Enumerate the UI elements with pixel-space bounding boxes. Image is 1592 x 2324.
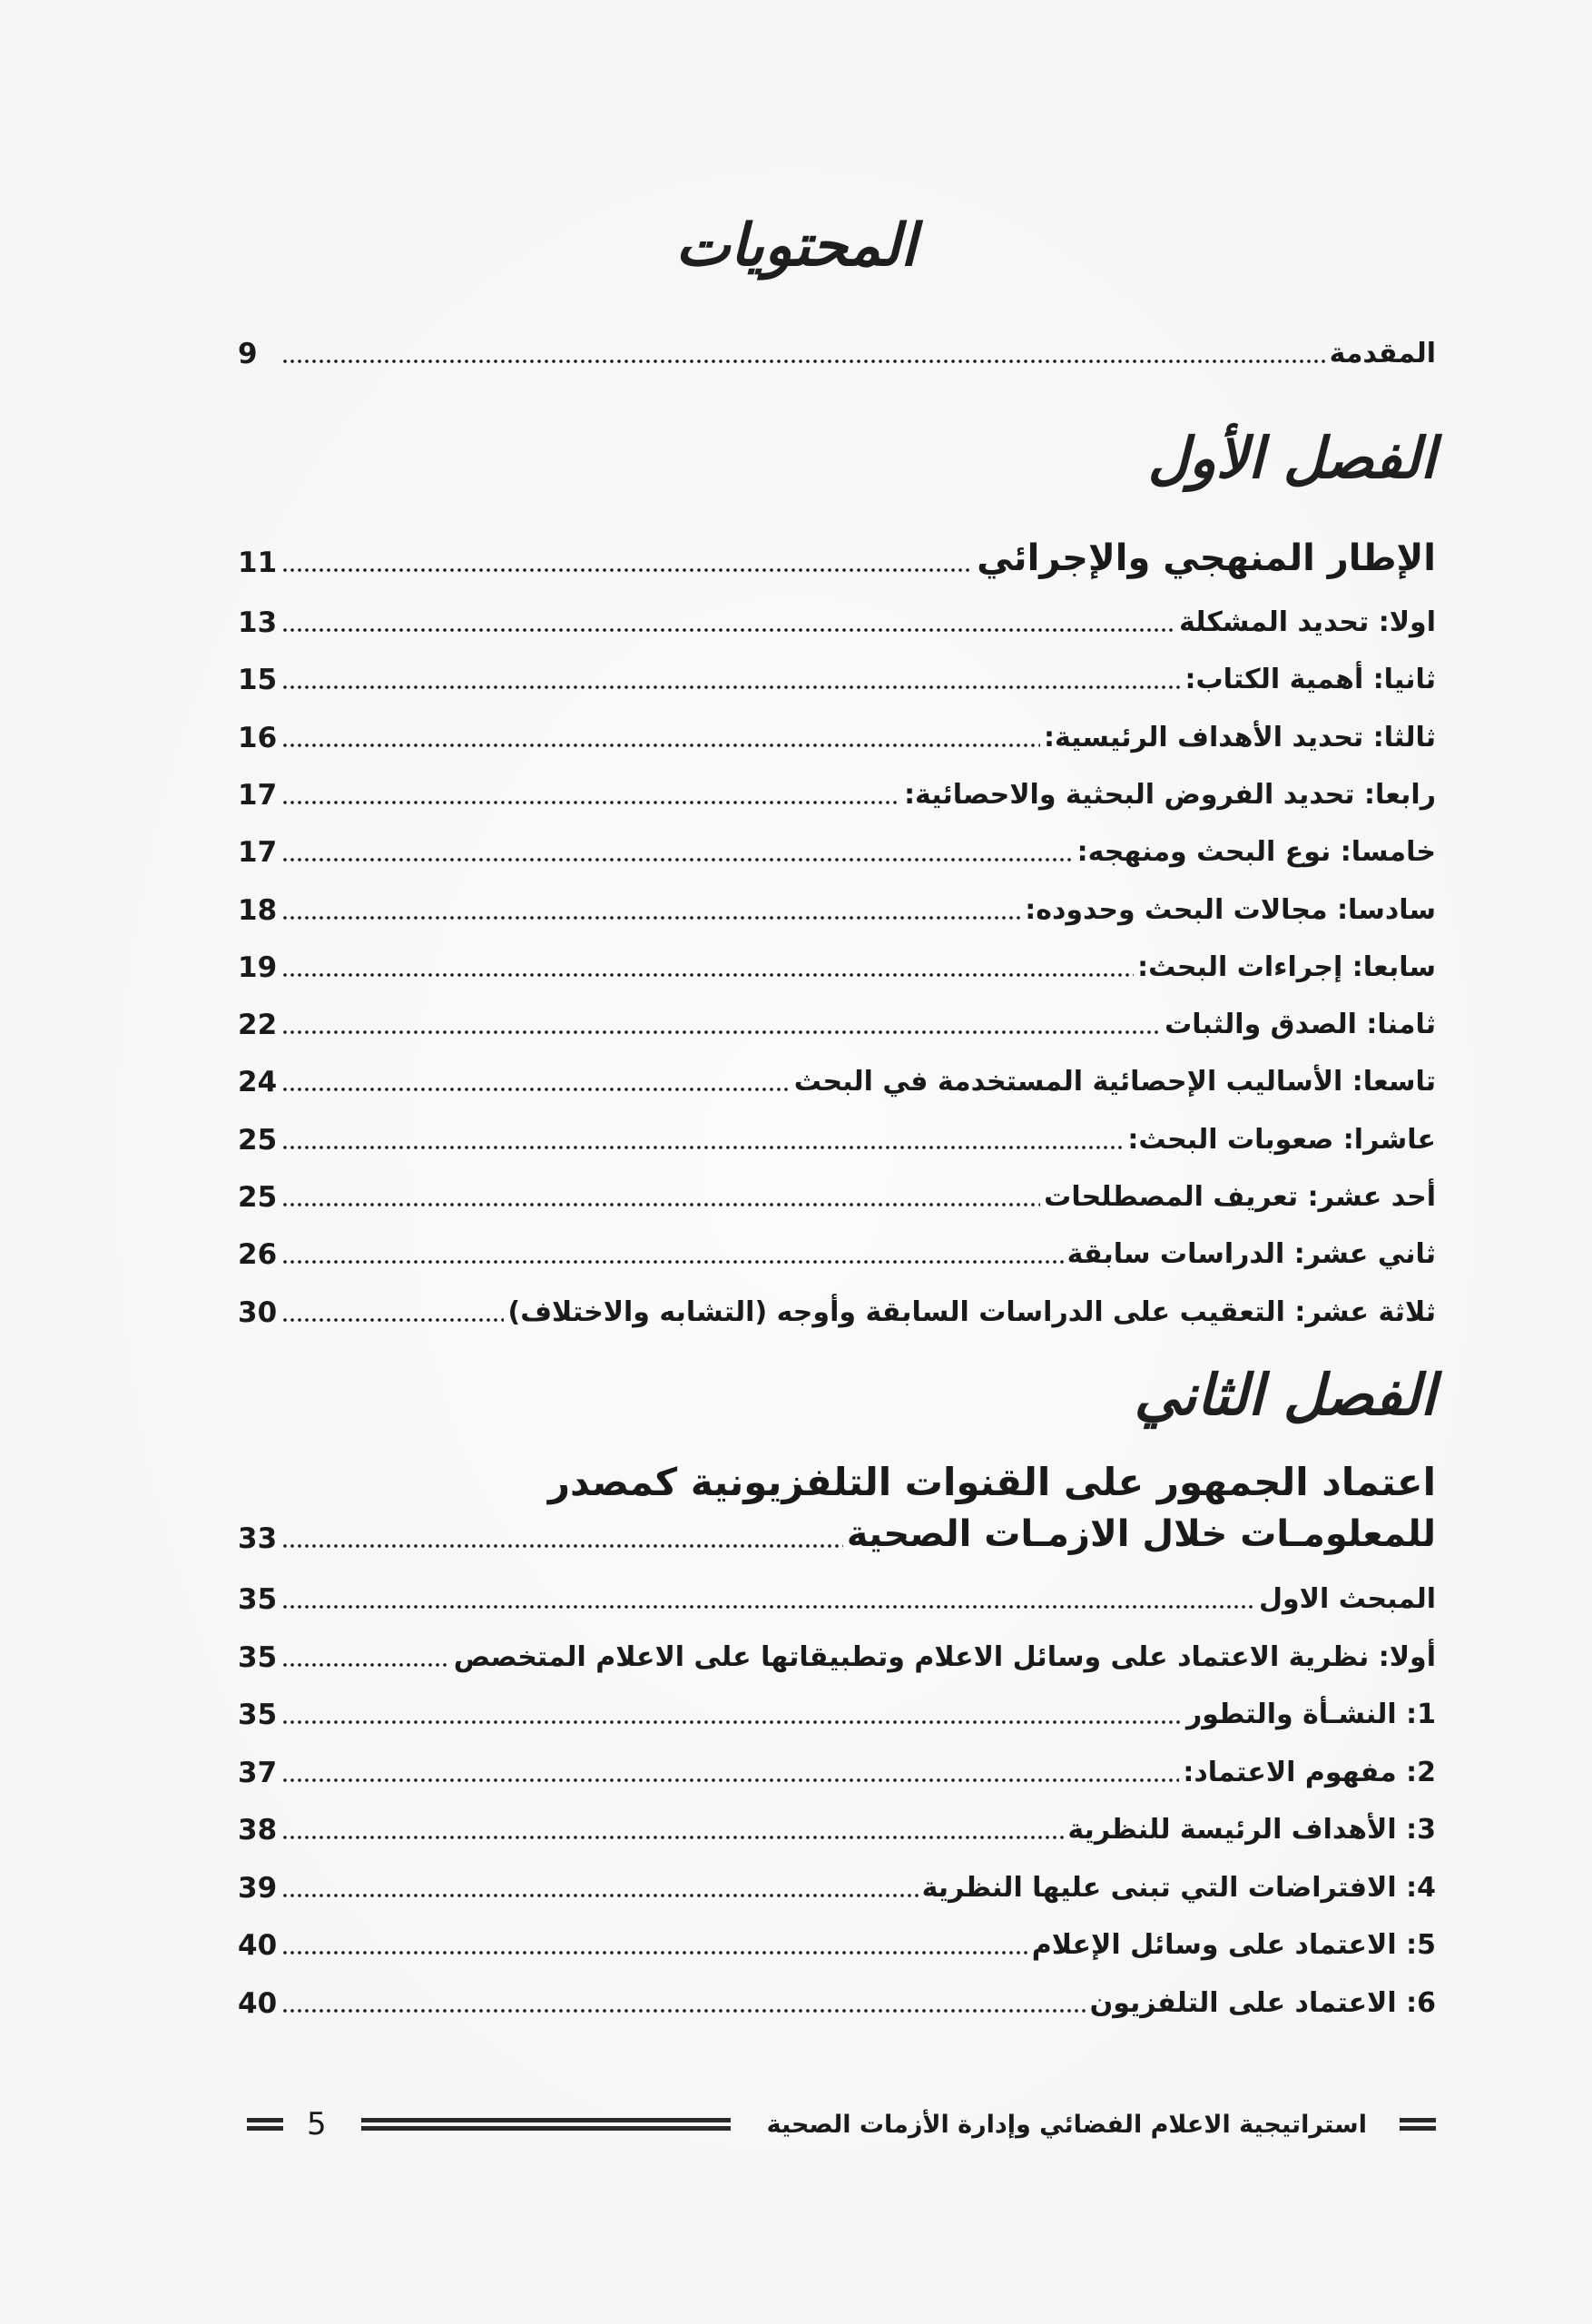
- toc-entry[interactable]: [238, 1046, 1436, 1100]
- dot-leader: [281, 1718, 1183, 1726]
- toc-entry-page: 13: [238, 606, 278, 639]
- dot-leader: [281, 1086, 791, 1093]
- toc-entry-page: 17: [238, 836, 278, 870]
- dot-leader: [281, 1542, 843, 1550]
- dot-leader: [281, 1316, 504, 1324]
- toc-entry-page: 33: [238, 1522, 278, 1555]
- dot-leader: [281, 566, 973, 574]
- toc-entry[interactable]: [238, 874, 1436, 929]
- toc-entry-label: ثانيا: أهمية الكتاب:: [1184, 664, 1436, 696]
- toc-entry-label: أحد عشر: تعريف المصطلحات: [1044, 1181, 1436, 1213]
- toc-entry-label: سابعا: إجراءات البحث:: [1137, 950, 1436, 983]
- toc-entry-label: خامسا: نوع البحث ومنهجه:: [1076, 836, 1436, 869]
- dot-leader: [281, 1661, 450, 1669]
- chapter-1-heading: الفصل الأول: [1147, 425, 1436, 491]
- dot-leader: [281, 1144, 1124, 1151]
- toc-entry[interactable]: [238, 586, 1436, 641]
- dot-leader: [281, 971, 1134, 979]
- toc-entry-label: سادسا: مجالات البحث وحدوده:: [1025, 893, 1436, 926]
- page-footer: [247, 2104, 1436, 2144]
- toc-entry-page: 18: [238, 893, 278, 927]
- toc-entry-label: 5: الاعتماد على وسائل الإعلام: [1031, 1929, 1436, 1961]
- toc-entry-label: للمعلومـات خلال الازمـات الصحية: [846, 1513, 1436, 1555]
- toc-entry[interactable]: [238, 1276, 1436, 1331]
- toc-entry-page: 22: [238, 1009, 278, 1042]
- toc-entry[interactable]: [238, 1679, 1436, 1733]
- dot-leader: [281, 1603, 1255, 1610]
- toc-entry[interactable]: [238, 989, 1436, 1043]
- footer-double-rule-left: [247, 2118, 283, 2131]
- toc-entry-page: 40: [238, 1986, 278, 2020]
- toc-entry-page: 38: [238, 1814, 278, 1846]
- footer-book-title: استراتيجية الاعلام الفضائي وإدارة الأزمات الصحية: [766, 2110, 1367, 2139]
- chapter-2-title-line-1: اعتماد الجمهور على القنوات التلفزيونية كمصدر: [547, 1460, 1436, 1504]
- toc-entry[interactable]: [238, 1563, 1436, 1618]
- toc-entry-page: 25: [238, 1123, 278, 1157]
- dot-leader: [281, 1892, 919, 1899]
- dot-leader: [281, 742, 1040, 749]
- toc-entry-label: 3: الأهداف الرئيسة للنظرية: [1067, 1814, 1436, 1846]
- dot-leader: [281, 684, 1182, 691]
- toc-entry-page: 24: [238, 1066, 278, 1099]
- toc-entry-label: الإطار المنهجي والإجرائي: [977, 537, 1436, 579]
- dot-leader: [281, 1777, 1179, 1784]
- toc-entry-page: 15: [238, 664, 278, 697]
- toc-entry-page: 35: [238, 1699, 278, 1731]
- toc-entry-label: أولا: نظرية الاعتماد على وسائل الاعلام وتطبيقاتها على الاعلام المتخصص: [453, 1640, 1436, 1673]
- toc-entry-page: 35: [238, 1583, 278, 1616]
- toc-entry-page: 30: [238, 1295, 278, 1329]
- toc-entry-page: 19: [238, 950, 278, 984]
- dot-leader: [281, 856, 1074, 863]
- toc-entry[interactable]: [238, 644, 1436, 698]
- toc-entry-introduction[interactable]: [238, 318, 1436, 372]
- dot-leader: [281, 1029, 1161, 1036]
- dot-leader: [281, 1258, 1064, 1265]
- toc-entry-label: ثالثا: تحديد الأهداف الرئيسية:: [1043, 721, 1436, 753]
- dot-leader: [281, 1201, 1040, 1208]
- toc-entry[interactable]: [238, 1909, 1436, 1964]
- chapter-2-heading: الفصل الثاني: [1134, 1362, 1436, 1428]
- toc-entry-page: 9: [238, 338, 258, 370]
- toc-entry-page: 17: [238, 778, 278, 812]
- toc-entry[interactable]: [238, 1218, 1436, 1273]
- toc-entry[interactable]: [238, 759, 1436, 813]
- toc-entry[interactable]: [238, 702, 1436, 756]
- footer-double-rule-right: [1400, 2118, 1436, 2131]
- toc-entry-page: 16: [238, 721, 278, 754]
- toc-entry-label: تاسعا: الأساليب الإحصائية المستخدمة في البحث: [793, 1066, 1436, 1098]
- toc-entry[interactable]: [238, 931, 1436, 986]
- footer-double-rule: [361, 2118, 731, 2131]
- toc-entry[interactable]: [238, 1621, 1436, 1676]
- toc-entry-label: ثلاثة عشر: التعقيب على الدراسات السابقة وأوجه (التشابه والاختلاف): [507, 1295, 1436, 1328]
- dot-leader: [281, 1834, 1064, 1841]
- toc-entry-label: 6: الاعتماد على التلفزيون: [1089, 1986, 1436, 2019]
- toc-entry[interactable]: [238, 1104, 1436, 1158]
- toc-entry-label: ثامنا: الصدق والثبات: [1165, 1009, 1436, 1041]
- dot-leader: [281, 626, 1175, 634]
- toc-entry[interactable]: [238, 1967, 1436, 2022]
- toc-entry-page: 40: [238, 1929, 278, 1962]
- toc-entry-page: 25: [238, 1181, 278, 1214]
- toc-entry-label: ثاني عشر: الدراسات سابقة: [1066, 1238, 1436, 1271]
- dot-leader: [281, 2007, 1086, 2014]
- toc-entry-label: اولا: تحديد المشكلة: [1178, 606, 1436, 638]
- toc-entry-label: 2: مفهوم الاعتماد:: [1183, 1756, 1436, 1788]
- toc-entry-page: 35: [238, 1640, 278, 1674]
- footer-page-number: 5: [307, 2106, 327, 2142]
- toc-entry-label: رابعا: تحديد الفروض البحثية والاحصائية:: [904, 778, 1436, 811]
- toc-entry-label: المبحث الاول: [1258, 1583, 1436, 1615]
- toc-entry[interactable]: [238, 1852, 1436, 1906]
- toc-entry-label: 4: الافتراضات التي تبنى عليها النظرية: [921, 1871, 1436, 1904]
- toc-chapter-2-title[interactable]: [238, 1502, 1436, 1557]
- toc-entry[interactable]: [238, 1794, 1436, 1848]
- toc-chapter-1-title[interactable]: [238, 527, 1436, 581]
- toc-entry-label: 1: النشـأة والتطور: [1185, 1699, 1436, 1730]
- dot-leader: [281, 799, 900, 806]
- toc-entry[interactable]: [238, 1161, 1436, 1216]
- dot-leader: [281, 358, 1326, 365]
- toc-entry-label: عاشرا: صعوبات البحث:: [1127, 1123, 1436, 1156]
- toc-entry-page: 37: [238, 1756, 278, 1789]
- toc-entry-page: 26: [238, 1238, 278, 1272]
- contents-title: المحتويات: [675, 211, 917, 280]
- toc-entry[interactable]: [238, 1737, 1436, 1791]
- dot-leader: [281, 1949, 1028, 1956]
- toc-entry-page: 39: [238, 1871, 278, 1905]
- dot-leader: [281, 914, 1021, 921]
- toc-entry-page: 11: [238, 547, 278, 579]
- toc-entry[interactable]: [238, 816, 1436, 871]
- toc-entry-label: المقدمة: [1329, 338, 1436, 369]
